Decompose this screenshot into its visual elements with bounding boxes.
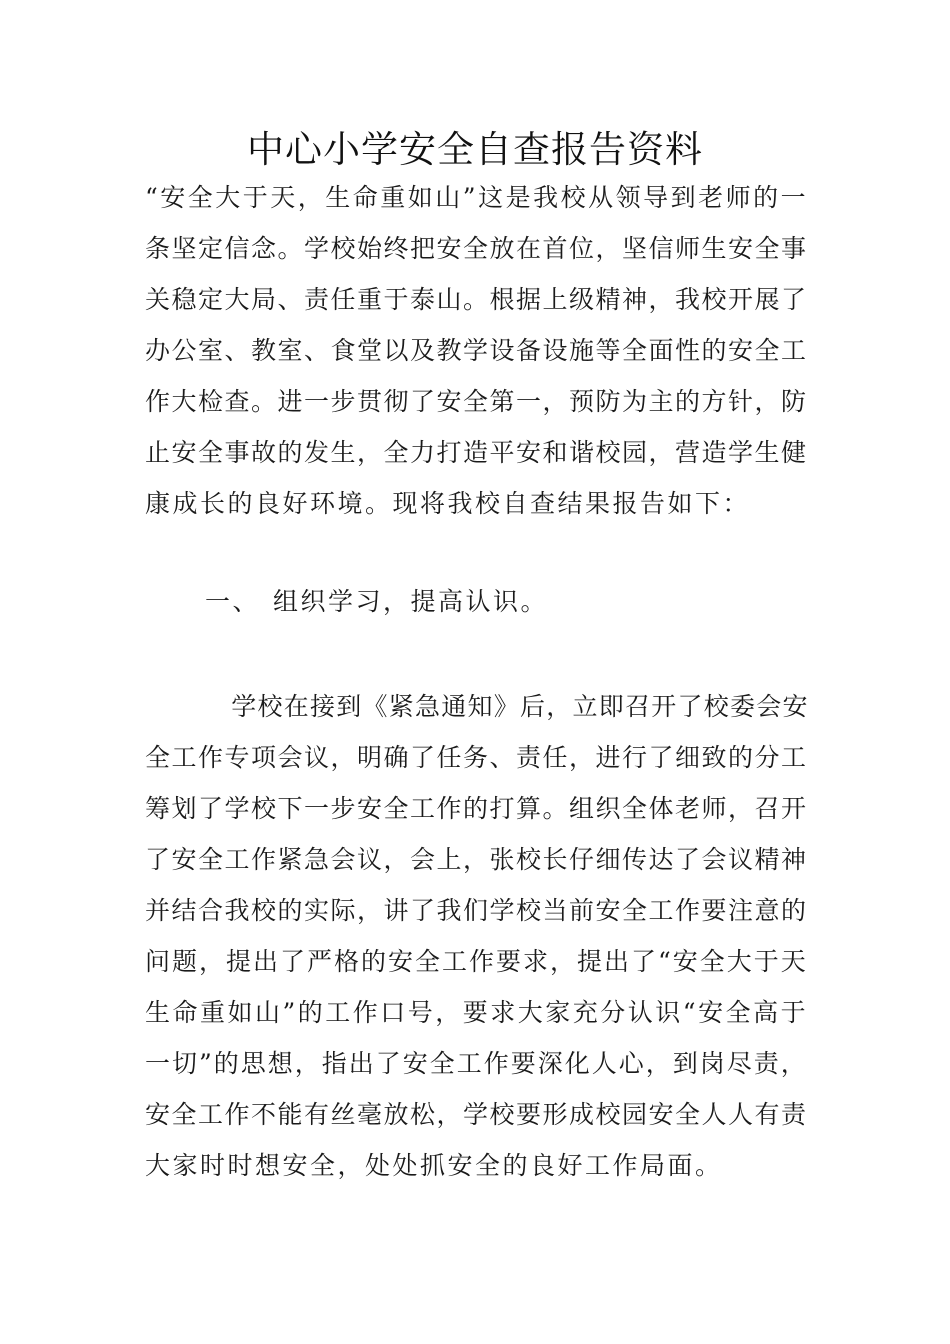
body-line: 一切”的思想，指出了安全工作要深化人心，到岗尽责， — [145, 1049, 808, 1078]
intro-line: 关稳定大局、责任重于泰山。根据上级精神，我校开展了 — [145, 285, 808, 314]
document-title: 中心小学安全自查报告资料 — [247, 128, 703, 171]
body-line: 大家时时想安全，处处抓安全的良好工作局面。 — [145, 1151, 723, 1180]
intro-line: 止安全事故的发生，全力打造平安和谐校园，营造学生健 — [145, 438, 808, 467]
body-line: 了安全工作紧急会议，会上，张校长仔细传达了会议精神 — [145, 845, 808, 874]
intro-line: 办公室、教室、食堂以及教学设备设施等全面性的安全工 — [145, 336, 808, 365]
intro-line: 康成长的良好环境。现将我校自查结果报告如下： — [145, 489, 751, 518]
section-number: 一、 — [205, 587, 261, 616]
intro-line: “安全大于天，生命重如山”这是我校从领导到老师的一 — [145, 183, 809, 212]
intro-line: 作大检查。进一步贯彻了安全第一，预防为主的方针，防 — [145, 387, 808, 416]
body-line: 筹划了学校下一步安全工作的打算。组织全体老师，召开 — [145, 794, 808, 823]
body-line: 安全工作不能有丝毫放松，学校要形成校园安全人人有责 — [145, 1100, 808, 1129]
body-line: 并结合我校的实际，讲了我们学校当前安全工作要注意的 — [145, 896, 808, 925]
body-line: 问题，提出了严格的安全工作要求，提出了“安全大于天 — [145, 947, 808, 976]
body-line: 学校在接到《紧急通知》后，立即召开了校委会安 — [205, 692, 809, 721]
section-heading-text: 组织学习，提高认识。 — [273, 587, 549, 616]
body-line: 全工作专项会议，明确了任务、责任，进行了细致的分工 — [145, 743, 808, 772]
body-line: 生命重如山”的工作口号，要求大家充分认识“安全高于 — [145, 998, 809, 1027]
intro-line: 条坚定信念。学校始终把安全放在首位，坚信师生安全事 — [145, 234, 808, 263]
section-heading — [205, 584, 548, 620]
